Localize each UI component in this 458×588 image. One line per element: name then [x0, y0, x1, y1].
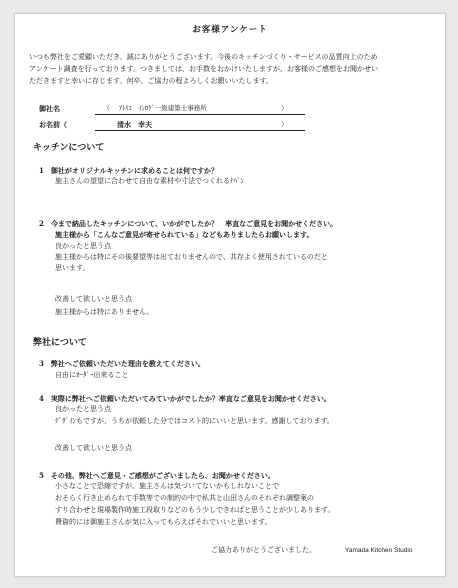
company-close-paren: ） — [281, 104, 288, 112]
question-2-sub: 施主様から「こんなご意見が寄せられている」などもありましたらお願いします。 — [55, 230, 314, 239]
company-open-paren: （ — [103, 104, 110, 112]
intro-line: アンケート調査を行っております。つきましては、お手数をおかけいたしますが、お客様のご感想をお聞かせい — [29, 65, 379, 73]
question-1: 1 御社がオリジナルキッチンに求めることは何ですか？ — [39, 166, 219, 175]
good-points-text: 思います。 — [55, 264, 90, 272]
intro-line: ただきますと幸いに存じます。何卒、ご協力の程よろしくお願いいたします。 — [29, 77, 273, 85]
company-value: ｱﾄﾘｴ ｲﾝﾛｹﾞ一級建築士事務所 — [119, 104, 207, 112]
intro-line: いつも弊社をご愛顧いただき、誠にありがとうございます。今後のキッチンづくり・サービスの品質向上のため — [29, 53, 378, 61]
name-value: 清水 幸夫 — [117, 120, 152, 129]
company-underline — [95, 114, 305, 115]
good-points-label: 良かったと思う点 — [55, 405, 111, 413]
name-underline — [95, 130, 305, 131]
answer-3: 自由にｵｰﾀﾞｰ出来ること — [55, 371, 129, 379]
name-label: お名前（ — [39, 120, 67, 129]
question-3: 3 弊社へご依頼いただいた理由を教えてください。 — [39, 359, 205, 368]
section-heading-company: 弊社について — [33, 338, 87, 348]
good-points-label: 良かったと思う点 — [55, 242, 111, 250]
answer-5-line: 費資的には御施主さんが気に入ってもらえばそれでいいと思います。 — [55, 518, 272, 526]
name-close-paren: ） — [281, 120, 288, 128]
survey-title: お客様アンケート — [192, 25, 268, 35]
improve-points-label: 改善して欲しいと思う点 — [55, 444, 132, 452]
question-4: 4 実際に弊社へご依頼いただいてみていかがでしたか？率直なご意見をお聞かせください。 — [39, 394, 331, 403]
answer-5-line: すり合わせと現場製作時施工段取りなどのもう少しできればと思うことが少しあります。 — [55, 506, 335, 514]
section-heading-kitchen: キッチンについて — [33, 143, 105, 153]
survey-sheet — [14, 13, 446, 577]
studio-signature: Yamada Kitchen Studio — [345, 547, 413, 554]
company-label: 御社名 — [39, 104, 60, 113]
good-points-text: 施主様からは特にその後要望等は出ておりませんので、共存よく使用されているのだと — [55, 253, 328, 261]
question-5: 5 その他、弊社へご意見・ご感想がございましたら、お聞かせください。 — [39, 471, 275, 480]
good-points-text: ﾃﾞｻﾞｲﾝもですが、うちが依頼した分ではコスト的にいいと思います。感謝しております。 — [55, 417, 334, 425]
answer-1: 施主さんの望望に合わせて自由な素材や寸法でつくれるﾅﾊﾞﾝ — [55, 177, 244, 185]
question-2: 2 今まで納品したキッチンについて、いかがでしたか？ 率直なご意見をお聞かせください。 — [39, 219, 338, 228]
thanks-note: ご協力ありがとうございました。 — [211, 546, 316, 554]
improve-points-text: 施主様からは特にありません。 — [55, 308, 154, 316]
answer-5-line: おそらく行き止められて手数等での制約の中で私共と山田さんのそれぞれ調整案の — [55, 494, 314, 502]
improve-points-label: 改善して欲しいと思う点 — [55, 295, 132, 303]
answer-5-line: 小さなことで恐縮ですが、施主さんは気づいてないかもしれないことで — [55, 482, 279, 490]
